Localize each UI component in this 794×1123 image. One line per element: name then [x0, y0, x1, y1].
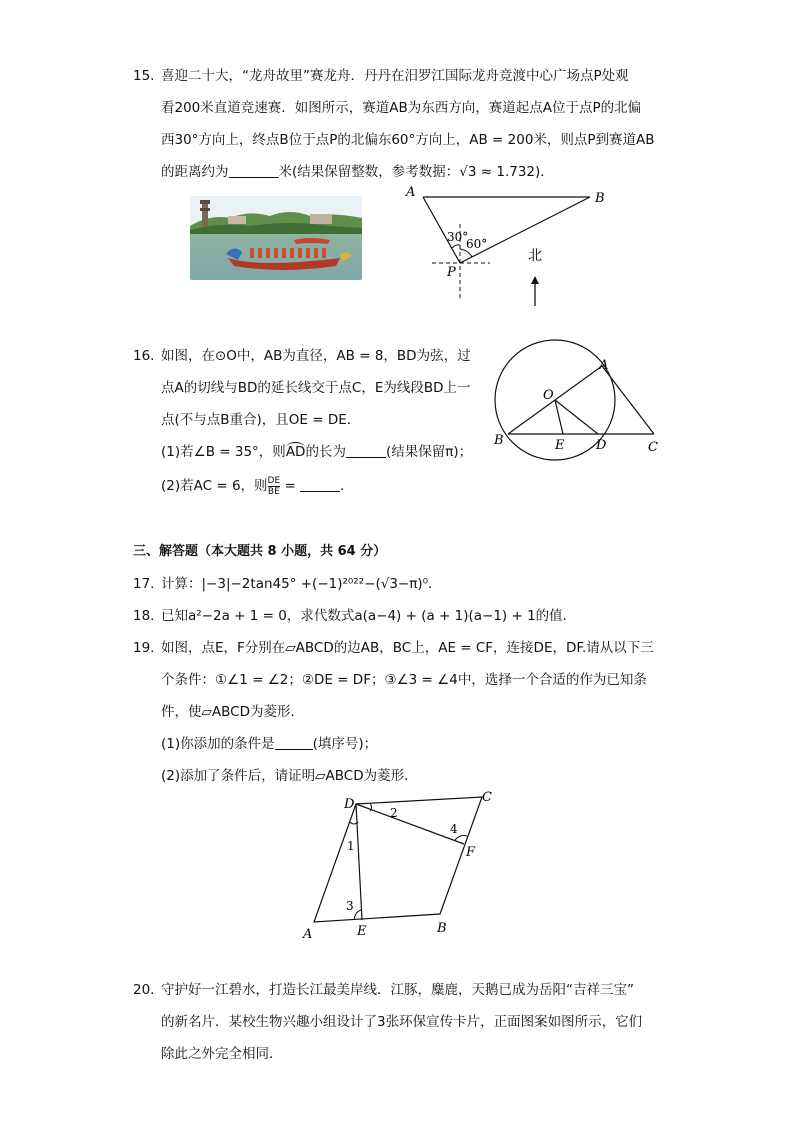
question-text: (结果保留π)； — [385, 444, 473, 460]
question-text: 的长为 — [305, 444, 346, 460]
angle-1-label: 1 — [347, 839, 355, 853]
point-d-label: D — [344, 797, 355, 812]
question-text-line: 已知a²−2a + 1 = 0，求代数式a(a−4) + (a + 1)(a−1) + 1的值． — [161, 608, 577, 624]
question-text: 米(结果保留整数，参考数据：√3 ≈ 1.732)． — [278, 164, 554, 180]
fraction-denominator: BE — [267, 486, 280, 497]
question-text-line: 件，使▱ABCD为菱形． — [161, 704, 304, 720]
question-text-line: 守护好一江碧水，打造长江最美岸线．江豚，麋鹿，天鹅已成为岳阳“吉祥三宝” — [161, 982, 634, 998]
parallelogram-abcd — [314, 797, 482, 922]
segment-de — [356, 804, 362, 920]
question-text-line: 个条件：①∠1 = ∠2；②DE = DF；③∠3 = ∠4中，选择一个合适的作为已知条 — [161, 672, 647, 688]
point-a-label: A — [303, 927, 313, 942]
point-o-label: O — [543, 388, 554, 403]
question-text-line: 看200米直道竞速赛．如图所示，赛道AB为东西方向，赛道起点A位于点P的北偏 — [161, 100, 642, 116]
question-number: 19. — [133, 640, 155, 656]
point-p-label: P — [447, 265, 456, 280]
question-number: 20. — [133, 982, 155, 998]
question-text: (1)若∠B = 35°，则 — [161, 444, 286, 460]
question-text: (1)你添加的条件是 — [161, 736, 275, 752]
question-text: = — [280, 478, 301, 494]
question-text: (2)若AC = 6，则 — [161, 478, 268, 494]
point-e-label: E — [357, 924, 367, 939]
north-label: 北 — [528, 248, 542, 264]
point-e-label: E — [555, 438, 565, 453]
question-number: 17. — [133, 576, 155, 592]
point-d-label: D — [596, 438, 607, 453]
question-text-line: 如图，点E，F分别在▱ABCD的边AB，BC上，AE = CF，连接DE，DF.请从以下三 — [161, 640, 654, 656]
question-number: 15. — [133, 68, 155, 84]
point-f-label: F — [466, 845, 476, 860]
question-text: (填序号)； — [312, 736, 378, 752]
question-text-line: 西30°方向上，终点B位于点P的北偏东60°方向上，AB = 200米，则点P到赛道AB — [161, 132, 655, 148]
question-text-line: 点A的切线与BD的延长线交于点C，E为线段BD上一 — [161, 380, 471, 396]
question-text-line: 除此之外完全相同． — [161, 1046, 283, 1062]
angle-2-label: 2 — [390, 806, 398, 820]
question-number: 18. — [133, 608, 155, 624]
question-text-line: 喜迎二十大，“龙舟故里”赛龙舟．丹丹在汨罗江国际龙舟竞渡中心广场点P处观 — [161, 68, 629, 84]
point-a-label: A — [406, 185, 416, 200]
arc-notation: AD — [285, 444, 306, 460]
point-a-label: A — [599, 358, 609, 373]
angle-4-arc — [455, 836, 467, 841]
segment-df — [356, 804, 464, 844]
point-b-label: B — [494, 433, 504, 448]
section-heading: 三、解答题（本大题共 8 小题，共 64 分） — [133, 544, 387, 559]
question-text-line: 的新名片．某校生物兴趣小组设计了3张环保宣传卡片，正面图案如图所示，它们 — [161, 1014, 643, 1030]
question-text-line: 如图，在⊙O中，AB为直径，AB = 8，BD为弦，过 — [161, 348, 471, 364]
point-c-label: C — [482, 790, 492, 805]
question-text-line: (2)添加了条件后，请证明▱ABCD为菱形． — [161, 768, 418, 784]
angle-30-label: 30° — [447, 230, 469, 244]
angle-60-label: 60° — [466, 237, 488, 251]
question-number: 16. — [133, 348, 155, 364]
point-c-label: C — [648, 440, 658, 455]
point-b-label: B — [595, 191, 605, 206]
point-b-label: B — [437, 921, 447, 936]
angle-4-label: 4 — [450, 822, 458, 836]
angle-3-label: 3 — [346, 899, 354, 913]
question-text: ． — [340, 478, 354, 494]
question-text-line: 点(不与点B重合)，且OE = DE． — [161, 412, 361, 428]
question-text-line: 计算：|−3|−2tan45° +(−1)²⁰²²−(√3−π)⁰． — [161, 576, 442, 592]
fraction-numerator: DE — [267, 475, 281, 486]
question-text: 的距离约为 — [161, 164, 229, 180]
